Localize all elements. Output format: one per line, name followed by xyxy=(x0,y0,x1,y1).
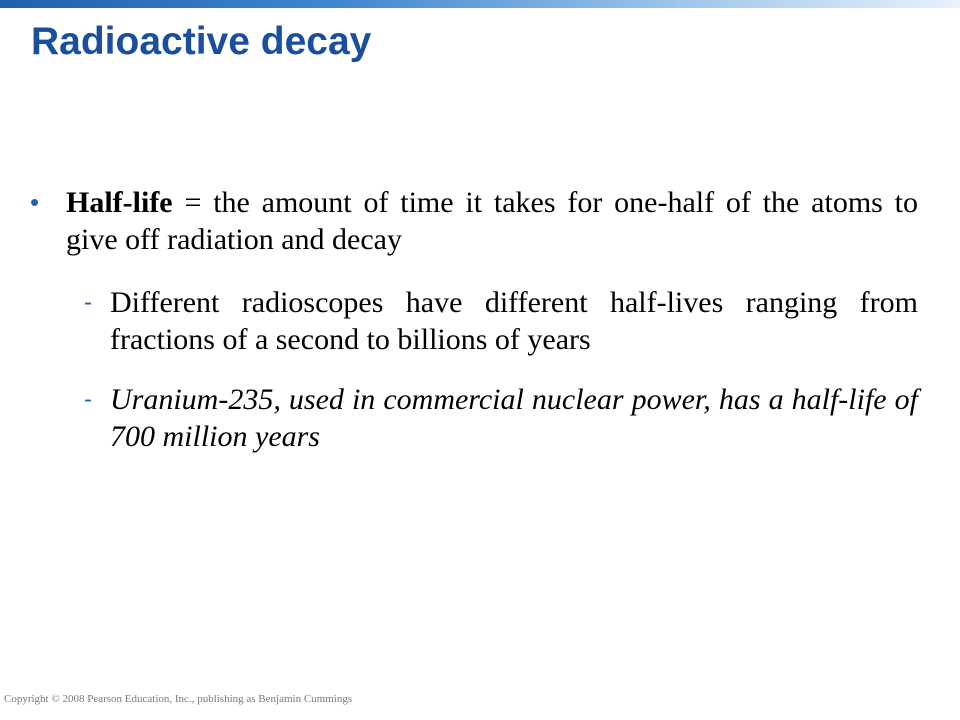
sub-bullet-uranium-235 xyxy=(84,381,918,455)
sub-bullet-text: Different radioscopes have different half-lives ranging from fractions of a second to billions of years xyxy=(110,286,918,356)
bullet-marker-icon: • xyxy=(30,187,40,217)
slide-title: Radioactive decay xyxy=(31,20,372,63)
sub-bullet-text: Uranium-235, used in commercial nuclear power, has a half-life of 700 million years xyxy=(110,383,918,453)
bullet-term: Half-life xyxy=(66,186,173,219)
dash-marker-icon: - xyxy=(84,386,92,413)
copyright-footer: Copyright © 2008 Pearson Education, Inc., publishing as Benjamin Cummings xyxy=(4,693,353,705)
bullet-text: = the amount of time it takes for one-half of the atoms to give off radiation and decay xyxy=(66,186,918,256)
top-accent-bar xyxy=(0,0,960,8)
dash-marker-icon: - xyxy=(84,289,92,316)
sub-bullet-half-lives-range xyxy=(84,284,918,358)
bullet-item-half-life xyxy=(30,184,918,258)
